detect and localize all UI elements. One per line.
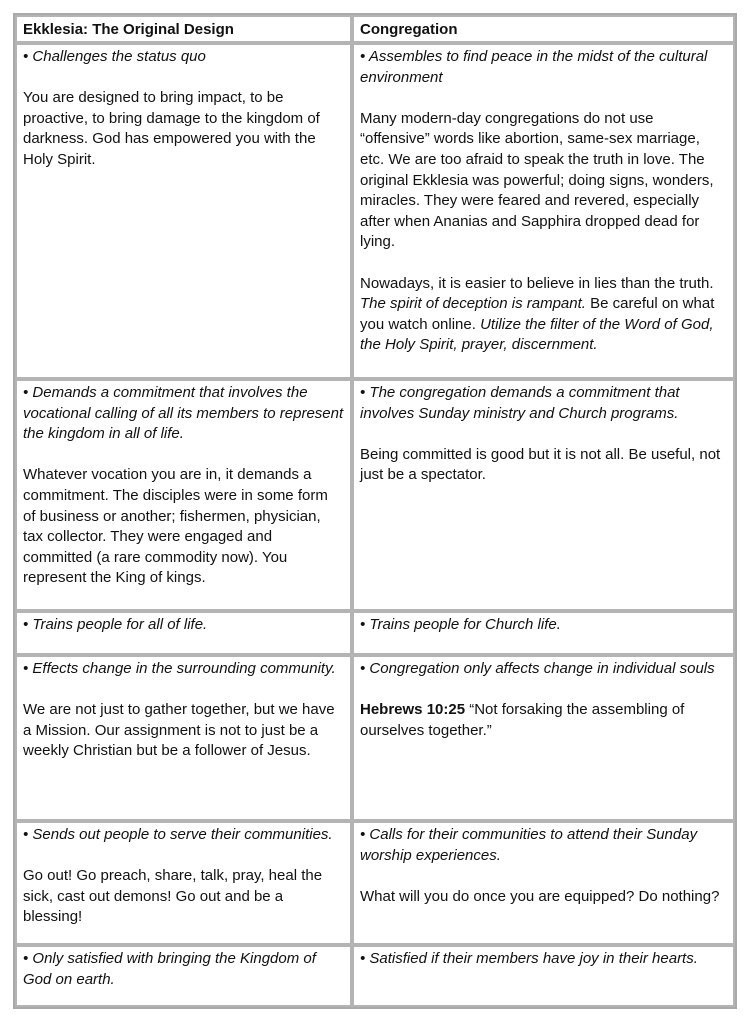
body-text: We are not just to gather together, but we have a Mission. Our assignment is not to just be a weekly Christian but be a follower of Jesus. [23, 701, 335, 760]
point-text: • Congregation only affects change in individual souls [360, 660, 715, 677]
point-text: • Satisfied if their members have joy in their hearts. [360, 950, 698, 967]
table-row [15, 655, 735, 821]
table-row [15, 821, 735, 945]
body-text: Go out! Go preach, share, talk, pray, heal the sick, cast out demons! Go out and be a blessing! [23, 867, 323, 926]
point-text: • Challenges the status quo [23, 48, 206, 65]
scripture-text [360, 700, 727, 741]
point-text: • Assembles to find peace in the midst of the cultural environment [360, 48, 708, 86]
header-ekklesia: Ekklesia: The Original Design [15, 15, 352, 43]
ekklesia-cell [15, 655, 352, 821]
point-text: • Demands a commitment that involves the vocational calling of all its members to represent the kingdom in all of life. [23, 384, 344, 443]
ekklesia-cell [15, 43, 352, 379]
congregation-cell [352, 655, 735, 821]
point-text: • Sends out people to serve their communities. [23, 826, 333, 843]
ekklesia-cell [15, 821, 352, 945]
body-text-2c: Be careful on what you watch online. [360, 295, 715, 333]
body-text: Being committed is good but it is not all. Be useful, not just be a spectator. [360, 445, 721, 484]
congregation-cell [352, 945, 735, 1007]
point-text: • Trains people for Church life. [360, 616, 561, 633]
congregation-cell [352, 379, 735, 611]
congregation-cell [352, 611, 735, 655]
table-row [15, 43, 735, 379]
body-text-2a: Nowadays, it is easier to believe in lies than the truth. [360, 274, 714, 292]
body-text: Many modern-day congregations do not use “offensive” words like abortion, same-sex marriage, etc. We are too afraid to speak the truth in love. The original Ekklesia was powerful; doing signs, wonders, miracles. They were feared and revered, especially after when Ananias and Sapphira dropped dead for lying. [360, 109, 714, 251]
table-row [15, 945, 735, 1007]
congregation-cell [352, 43, 735, 379]
body-text: Whatever vocation you are in, it demands a commitment. The disciples were in some form of business or another; fishermen, physician, tax collector. They were engaged and committed (a rare commodity now). You represent the King of kings. [23, 466, 328, 587]
header-congregation: Congregation [352, 15, 735, 43]
point-text: • Trains people for all of life. [23, 616, 208, 633]
point-text: • Only satisfied with bringing the Kingdom of God on earth. [23, 950, 316, 988]
body-text-2d: Utilize the filter of the Word of God, the Holy Spirit, prayer, discernment. [360, 315, 714, 354]
comparison-table [13, 13, 737, 1009]
body-text: You are designed to bring impact, to be proactive, to bring damage to the kingdom of darkness. God has empowered you with the Holy Spirit. [23, 89, 320, 168]
header-row [15, 15, 735, 43]
table-row [15, 611, 735, 655]
point-text: • Effects change in the surrounding community. [23, 660, 336, 677]
scripture-quote: “Not forsaking the assembling of ourselves together.” [360, 701, 685, 739]
congregation-cell [352, 821, 735, 945]
body-text-2b: The spirit of deception is rampant. [360, 295, 586, 313]
document-page [13, 13, 733, 1009]
scripture-reference: Hebrews 10:25 [360, 701, 466, 719]
point-text: • The congregation demands a commitment that involves Sunday ministry and Church programs. [360, 384, 680, 422]
body-text: What will you do once you are equipped? Do nothing? [360, 887, 720, 905]
table-row [15, 379, 735, 611]
ekklesia-cell [15, 379, 352, 611]
body-text-2 [360, 274, 727, 356]
ekklesia-cell [15, 611, 352, 655]
ekklesia-cell [15, 945, 352, 1007]
point-text: • Calls for their communities to attend their Sunday worship experiences. [360, 826, 698, 864]
